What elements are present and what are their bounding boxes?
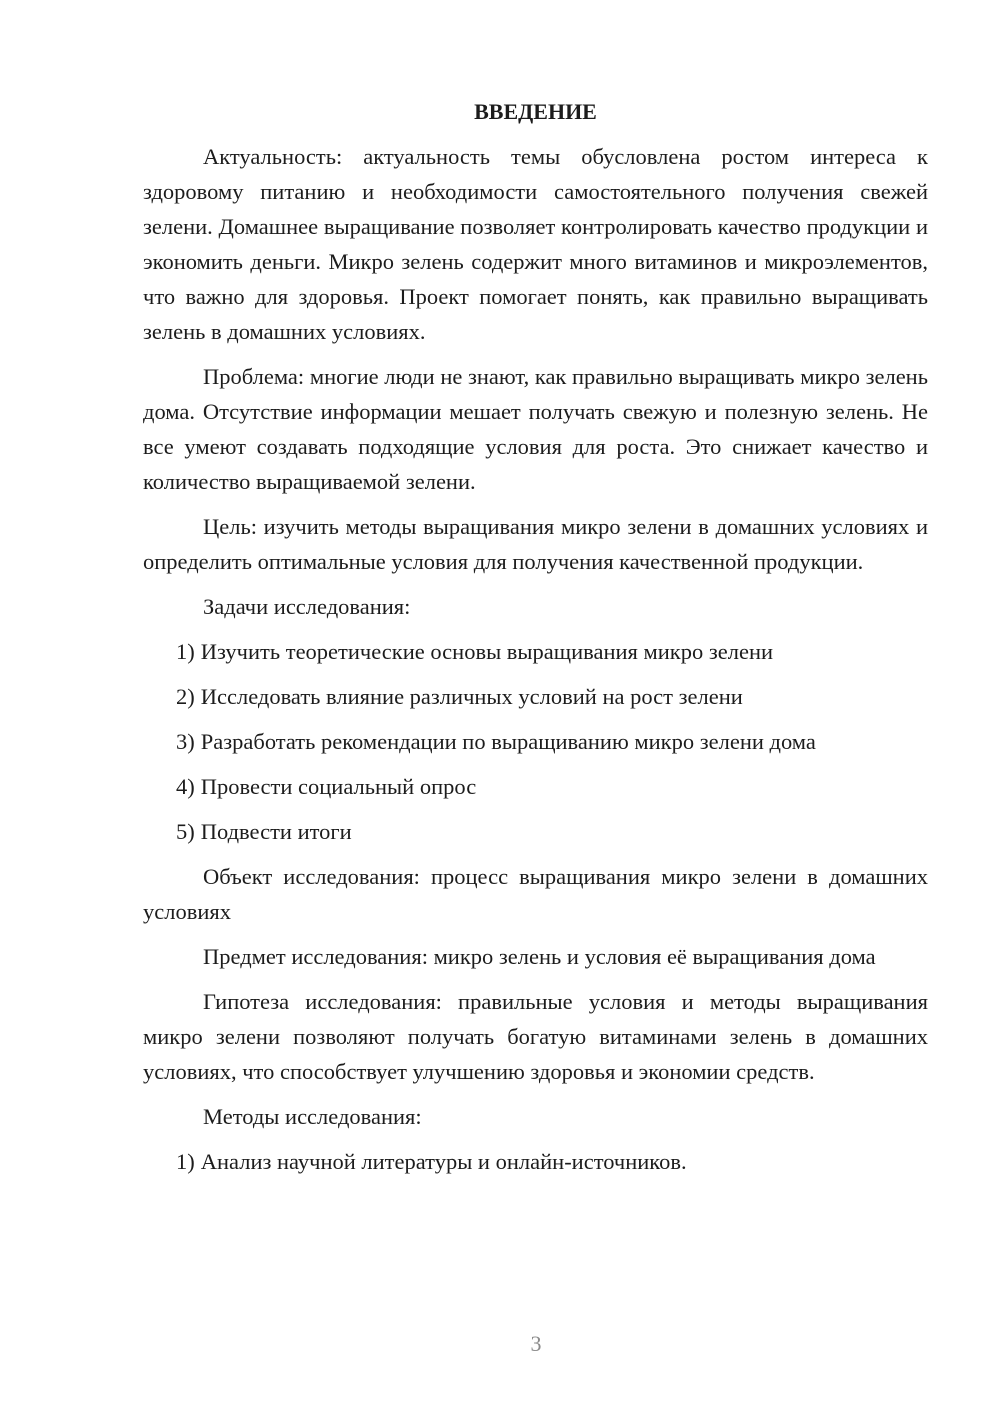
page-number: 3 (530, 1331, 542, 1356)
list-item (143, 634, 928, 669)
list-item (143, 769, 928, 804)
list-item-text: Разработать рекомендации по выращиванию микро зелени дома (200, 729, 816, 754)
list-item-text: Анализ научной литературы и онлайн-источников. (200, 1149, 687, 1174)
page-title: ВВЕДЕНИЕ (474, 99, 597, 124)
list-item-text: Изучить теоретические основы выращивания микро зелени (200, 639, 774, 664)
list-item (143, 724, 928, 759)
list-item-number: 1) (176, 1149, 195, 1174)
list-item-number: 5) (176, 819, 195, 844)
list-item-number: 4) (176, 774, 195, 799)
list-item-number: 2) (176, 684, 195, 709)
page-content (143, 94, 928, 1189)
list-item (143, 679, 928, 714)
relevance-paragraph: Актуальность: актуальность темы обусловлена ростом интереса к здоровому питанию и необходимости самостоятельного получения свежей зелени. Домашнее выращивание позволяет контролировать качество продукции и экономить деньги. Микро зелень содержит много витаминов и микроэлементов, что важно для здоровья. Проект помогает понять, как правильно выращивать зелень в домашних условиях. (143, 144, 928, 344)
list-item-text: Подвести итоги (200, 819, 352, 844)
methods-heading: Методы исследования: (203, 1104, 422, 1129)
object-paragraph: Объект исследования: процесс выращивания микро зелени в домашних условиях (143, 864, 928, 924)
list-item-number: 1) (176, 639, 195, 664)
list-item (143, 1144, 928, 1179)
tasks-heading: Задачи исследования: (203, 594, 411, 619)
list-item-text: Провести социальный опрос (200, 774, 477, 799)
list-item-text: Исследовать влияние различных условий на рост зелени (200, 684, 743, 709)
subject-paragraph: Предмет исследования: микро зелень и условия её выращивания дома (203, 944, 876, 969)
list-item (143, 814, 928, 849)
goal-paragraph: Цель: изучить методы выращивания микро зелени в домашних условиях и определить оптимальные условия для получения качественной продукции. (143, 514, 928, 574)
hypothesis-paragraph: Гипотеза исследования: правильные условия и методы выращивания микро зелени позволяют получать богатую витаминами зелень в домашних условиях, что способствует улучшению здоровья и экономии средств. (143, 989, 928, 1084)
problem-paragraph: Проблема: многие люди не знают, как правильно выращивать микро зелень дома. Отсутствие информации мешает получать свежую и полезную зелень. Не все умеют создавать подходящие условия для роста. Это снижает качество и количество выращиваемой зелени. (143, 364, 928, 494)
list-item-number: 3) (176, 729, 195, 754)
